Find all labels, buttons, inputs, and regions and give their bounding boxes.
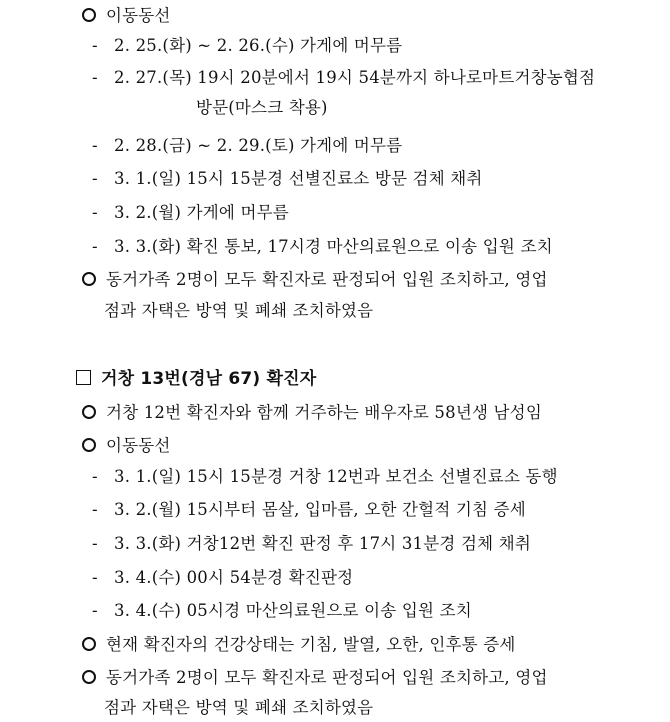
movement-item: - 3. 3.(화) 확진 통보, 17시경 마산의료원으로 이송 입원 조치: [92, 237, 553, 256]
circle-bullet-icon: [82, 637, 96, 651]
profile-note: 거창 12번 확진자와 함께 거주하는 배우자로 58년생 남성임: [82, 403, 542, 423]
movement-item: - 3. 1.(일) 15시 15분경 거창 12번과 보건소 선별진료소 동행: [92, 467, 558, 486]
circle-bullet-icon: [82, 438, 96, 452]
square-bullet-icon: [76, 370, 91, 385]
movement-item: - 3. 4.(수) 00시 54분경 확진판정: [92, 568, 354, 587]
family-note-1: 동거가족 2명이 모두 확진자로 판정되어 입원 조치하고, 영업: [82, 270, 548, 290]
family-note-1-continuation: 점과 자택은 방역 및 폐쇄 조치하였음: [104, 301, 374, 320]
section-heading: 거창 13번(경남 67) 확진자: [76, 369, 316, 389]
movement-title-2: 이동동선: [82, 436, 171, 456]
movement-item: - 3. 1.(일) 15시 15분경 선별진료소 방문 검체 채취: [92, 169, 483, 188]
movement-item: - 2. 27.(목) 19시 20분에서 19시 54분까지 하나로마트거창농협점: [92, 68, 596, 87]
family-note-2: 동거가족 2명이 모두 확진자로 판정되어 입원 조치하고, 영업: [82, 668, 548, 688]
family-note-2-continuation: 점과 자택은 방역 및 폐쇄 조치하였음: [104, 698, 374, 717]
movement-item: - 2. 28.(금) ~ 2. 29.(토) 가게에 머무름: [92, 136, 403, 155]
movement-title-1: 이동동선: [82, 6, 171, 26]
movement-item: - 2. 25.(화) ~ 2. 26.(수) 가게에 머무름: [92, 36, 403, 55]
movement-item: - 3. 2.(월) 가게에 머무름: [92, 203, 289, 222]
movement-item-continuation: 방문(마스크 착용): [196, 98, 328, 117]
movement-item: - 3. 2.(월) 15시부터 몸살, 입마름, 오한 간헐적 기침 증세: [92, 500, 526, 519]
circle-bullet-icon: [82, 8, 96, 22]
movement-item: - 3. 3.(화) 거창12번 확진 판정 후 17시 31분경 검체 채취: [92, 534, 531, 553]
circle-bullet-icon: [82, 670, 96, 684]
health-note: 현재 확진자의 건강상태는 기침, 발열, 오한, 인후통 증세: [82, 635, 516, 655]
circle-bullet-icon: [82, 272, 96, 286]
circle-bullet-icon: [82, 405, 96, 419]
movement-item: - 3. 4.(수) 05시경 마산의료원으로 이송 입원 조치: [92, 601, 472, 620]
